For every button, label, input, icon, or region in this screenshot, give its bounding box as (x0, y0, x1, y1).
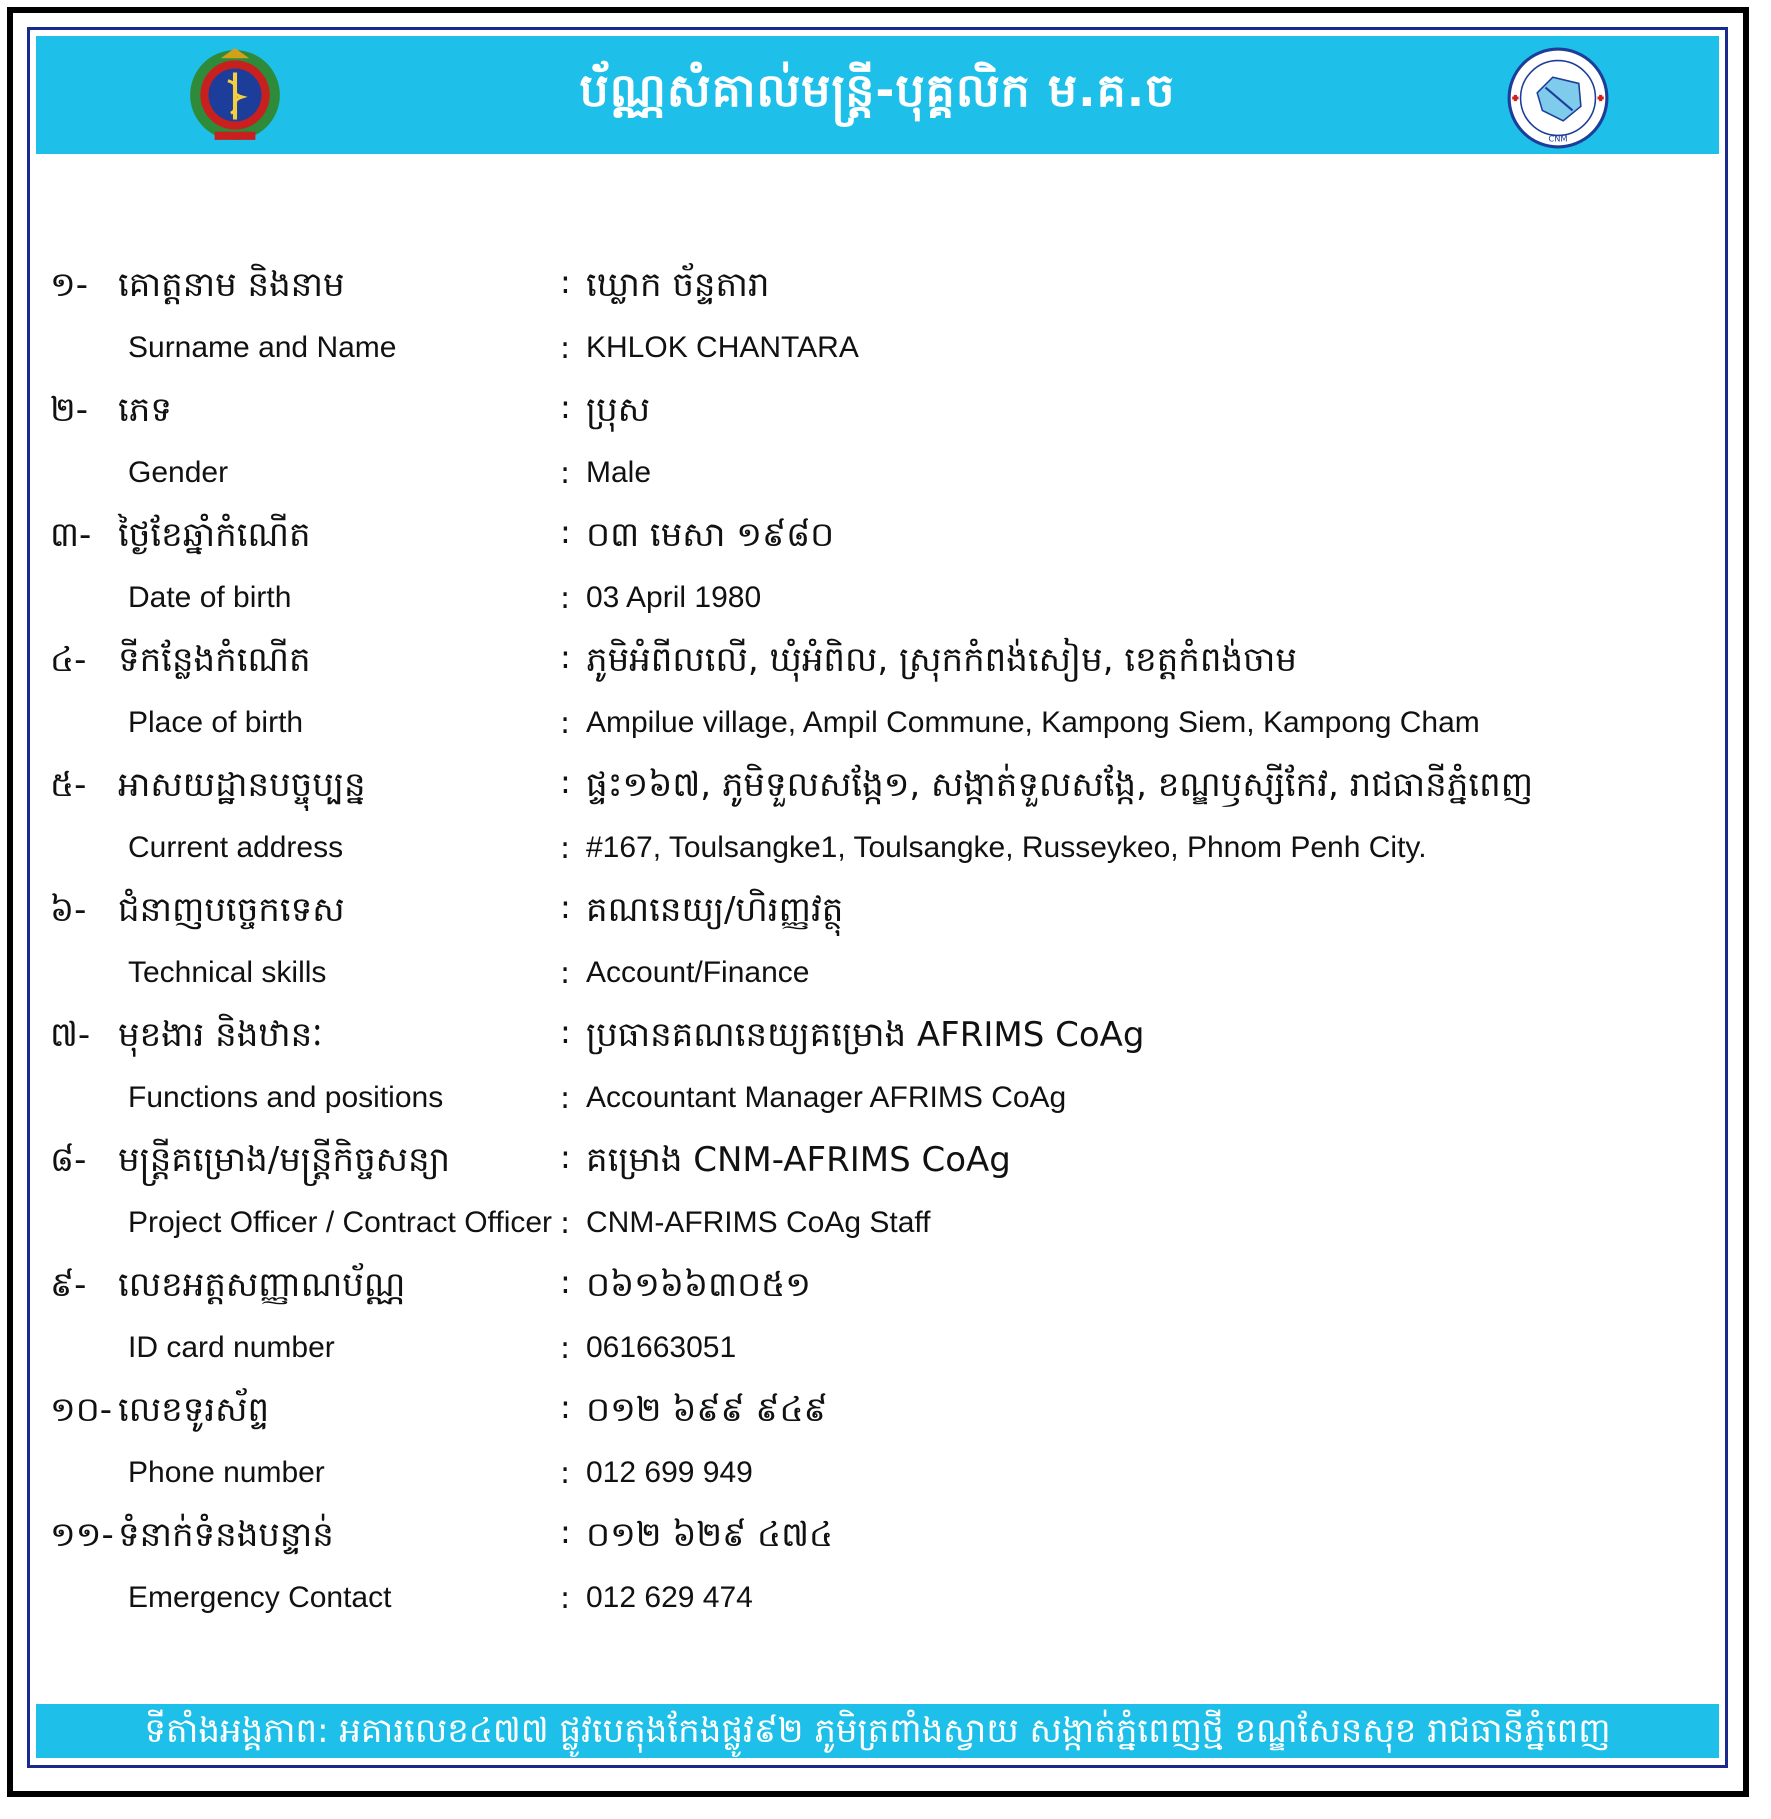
field-label-en: Functions and positions (128, 1081, 444, 1114)
field-row-en (30, 1073, 1725, 1138)
field-label-en: Place of birth (128, 706, 304, 739)
field-row-kh (30, 638, 1725, 698)
field-colon: : (560, 956, 571, 991)
field-value-kh: ប្រធានគណនេយ្យគម្រោង AFRIMS CoAg (586, 1015, 1145, 1055)
field-colon: : (560, 513, 571, 551)
field-value-kh: ផ្ទះ១៦៧, ភូមិទួលសង្កែ១, សង្កាត់ទួលសង្កែ, ខណ្ឌឫស្សីកែវ, រាជធានីភ្នំពេញ (586, 765, 1534, 805)
field-value-en: #167, Toulsangke1, Toulsangke, Russeykeo, Phnom Penh City. (586, 831, 1427, 864)
field-number: ២- (50, 390, 89, 430)
field-row-kh (30, 263, 1725, 323)
field-number: ៦- (50, 890, 87, 930)
field-value-kh: គណនេយ្យ/ហិរញ្ញវត្ថុ (586, 890, 844, 930)
field-row-en (30, 1573, 1725, 1638)
field-row-kh (30, 763, 1725, 823)
field-label-kh: មុខងារ និងឋានៈ (118, 1015, 323, 1055)
field-value-en: 061663051 (586, 1331, 737, 1364)
card-footer (36, 1704, 1719, 1758)
field-value-en: 012 629 474 (586, 1581, 753, 1614)
field-row-kh (30, 388, 1725, 448)
field-colon: : (560, 763, 571, 801)
field-label-kh: លេខអត្តសញ្ញាណប័ណ្ណ (118, 1265, 406, 1305)
field-row-en (30, 1323, 1725, 1388)
field-colon: : (560, 1581, 571, 1616)
field-value-kh: ឃ្លោក ច័ន្ទតារា (586, 265, 770, 305)
field-label-en: Project Officer / Contract Officer (128, 1206, 553, 1239)
field-value-kh: ០១២ ៦៩៩ ៩៤៩ (586, 1390, 828, 1430)
field-row-en (30, 1448, 1725, 1513)
field-value-en: Ampilue village, Ampil Commune, Kampong Siem, Kampong Cham (586, 706, 1480, 739)
field-number: ៥- (50, 765, 87, 805)
card-header (36, 36, 1719, 154)
field-colon: : (560, 388, 571, 426)
field-label-kh: គោត្តនាម និងនាម (118, 265, 345, 305)
field-value-kh: ភូមិអំពីលលើ, ឃុំអំពិល, ស្រុកកំពង់សៀម, ខេត្តកំពង់ចាម (586, 640, 1297, 680)
field-label-kh: អាសយដ្ឋានបច្ចុប្បន្ន (118, 765, 366, 805)
field-colon: : (560, 581, 571, 616)
footer-address: ទីតាំងអង្គភាព: អគារលេខ៤៧៧ ផ្លូវបេតុងកែងផ្លូវ៩២ ភូមិត្រពាំងស្វាយ សង្កាត់ភ្នំពេញថ្មី ខណ្ឌសែនសុខ រាជធានីភ្នំពេញ (144, 1711, 1611, 1751)
field-value-kh: ០៦១៦៦៣០៥១ (586, 1265, 811, 1305)
field-number: ៨- (50, 1140, 87, 1180)
field-label-kh: ទីកន្លែងកំណើត (118, 640, 311, 680)
field-colon: : (560, 1013, 571, 1051)
field-row-kh (30, 888, 1725, 948)
field-value-en: 03 April 1980 (586, 581, 762, 614)
field-label-kh: ជំនាញបច្ចេកទេស (118, 890, 345, 930)
card-title: ប័ណ្ណសំគាល់មន្ត្រី-បុគ្គលិក ម.គ.ច (579, 63, 1176, 117)
field-colon: : (560, 1081, 571, 1116)
field-colon: : (560, 1513, 571, 1551)
field-row-kh (30, 1263, 1725, 1323)
field-row-en (30, 698, 1725, 763)
field-colon: : (560, 831, 571, 866)
field-number: ៣- (50, 515, 92, 555)
field-value-en: Male (586, 456, 652, 489)
field-row-kh (30, 1388, 1725, 1448)
field-value-en: CNM-AFRIMS CoAg Staff (586, 1206, 931, 1239)
field-colon: : (560, 263, 571, 301)
field-number: ៩- (50, 1265, 87, 1305)
card-outer-border (7, 7, 1749, 1797)
field-value-kh: ០១២ ៦២៩ ៤៧៤ (586, 1515, 834, 1555)
field-value-en: KHLOK CHANTARA (586, 331, 859, 364)
field-colon: : (560, 1388, 571, 1426)
field-colon: : (560, 1456, 571, 1491)
field-row-en (30, 1198, 1725, 1263)
field-colon: : (560, 1331, 571, 1366)
field-value-en: Account/Finance (586, 956, 810, 989)
field-label-en: Phone number (128, 1456, 325, 1489)
field-colon: : (560, 706, 571, 741)
field-colon: : (560, 888, 571, 926)
field-label-en: Date of birth (128, 581, 292, 614)
field-colon: : (560, 1206, 571, 1241)
cnm-logo-label: CNM (1548, 133, 1568, 144)
field-label-en: Gender (128, 456, 229, 489)
field-row-kh (30, 1138, 1725, 1198)
field-value-en: 012 699 949 (586, 1456, 753, 1489)
field-value-kh: ០៣ មេសា ១៩៨០ (586, 515, 835, 555)
field-value-kh: គម្រោង CNM-AFRIMS CoAg (586, 1140, 1011, 1180)
field-number: ១១- (50, 1515, 114, 1555)
field-row-en (30, 573, 1725, 638)
card-inner-border (27, 27, 1728, 1768)
field-label-kh: ភេទ (118, 390, 172, 430)
field-row-kh (30, 513, 1725, 573)
field-row-en (30, 823, 1725, 888)
field-label-en: ID card number (128, 1331, 335, 1364)
field-label-en: Technical skills (128, 956, 327, 989)
field-number: ១- (50, 265, 89, 305)
field-label-en: Surname and Name (128, 331, 397, 364)
field-colon: : (560, 331, 571, 366)
field-colon: : (560, 1263, 571, 1301)
cnm-circular-logo-icon (1506, 46, 1610, 150)
field-label-kh: មន្ត្រីគម្រោង/មន្ត្រីកិច្ចសន្យា (118, 1140, 451, 1180)
field-number: ៤- (50, 640, 87, 680)
field-label-kh: ថ្ងៃខែឆ្នាំកំណើត (118, 515, 311, 555)
field-colon: : (560, 638, 571, 676)
field-number: ៧- (50, 1015, 91, 1055)
field-value-en: Accountant Manager AFRIMS CoAg (586, 1081, 1067, 1114)
field-colon: : (560, 1138, 571, 1176)
field-row-kh (30, 1013, 1725, 1073)
field-list (30, 263, 1725, 1638)
field-row-kh (30, 1513, 1725, 1573)
field-label-en: Current address (128, 831, 344, 864)
field-label-kh: លេខទូរស័ព្ទ (118, 1390, 270, 1430)
field-label-kh: ទំនាក់ទំនងបន្ទាន់ (118, 1515, 334, 1555)
field-value-kh: ប្រុស (586, 390, 651, 430)
field-row-en (30, 948, 1725, 1013)
field-number: ១០- (50, 1390, 113, 1430)
field-colon: : (560, 456, 571, 491)
field-label-en: Emergency Contact (128, 1581, 392, 1614)
field-row-en (30, 448, 1725, 513)
field-row-en (30, 323, 1725, 388)
